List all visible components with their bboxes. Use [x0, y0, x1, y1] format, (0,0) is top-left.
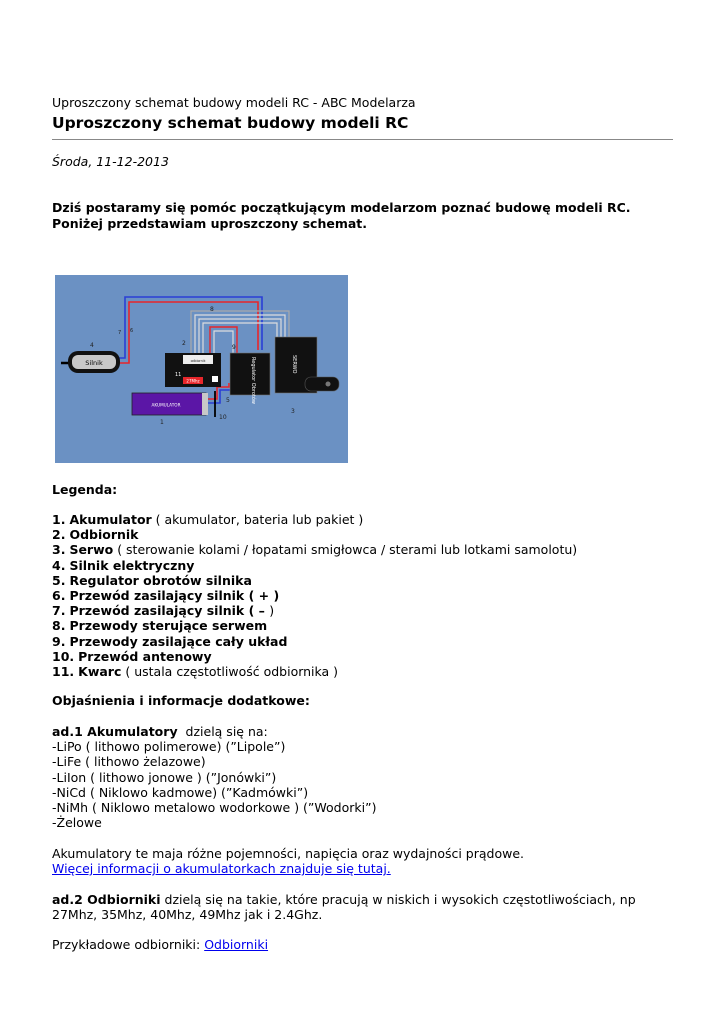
rc-model-diagram: [55, 275, 348, 463]
servo-horn: [305, 377, 339, 391]
diagram-number-5: 5: [226, 397, 230, 404]
legend-item-number: 8.: [52, 618, 66, 634]
receivers-link[interactable]: Odbiorniki: [204, 937, 269, 952]
legend-item-bold: Silnik elektryczny: [69, 557, 195, 573]
legend-item: [52, 573, 577, 588]
diagram-number-4: 4: [90, 342, 94, 349]
legend-item: [52, 542, 577, 557]
legend-item-number: 2.: [52, 527, 66, 543]
legend-item-bold: Przewody zasilające cały układ: [69, 633, 288, 649]
ad1-bold: ad.1 Akumulatory: [52, 724, 178, 739]
servo-label: SERWO: [291, 355, 297, 374]
legend-heading-text: Legenda:: [52, 482, 118, 497]
ad1-rest: dzielą się na:: [177, 724, 268, 739]
extra-heading: [52, 693, 310, 708]
ad1-line: [52, 724, 376, 739]
battery-type-item: -LiIon ( lithowo jonowe ) (”Jonówki”): [52, 769, 277, 785]
intro-line-2: Poniżej przedstawiam uproszczony schemat.: [52, 216, 368, 231]
legend-item-number: 10.: [52, 648, 75, 664]
legend-item-bold: Przewody sterujące serwem: [69, 618, 268, 634]
diagram-number-3: 3: [291, 408, 295, 415]
motor-label: Silnik: [85, 359, 103, 367]
intro-paragraph: [52, 200, 631, 232]
page-title: Uproszczony schemat budowy modeli RC: [52, 114, 409, 132]
legend-item: [52, 588, 577, 603]
battery-type-item: -LiPo ( lithowo polimerowe) (”Lipole”): [52, 739, 286, 755]
legend-item-desc: ): [269, 603, 275, 619]
legend-item: [52, 664, 577, 679]
legend-item: [52, 558, 577, 573]
antenna-socket: [212, 376, 218, 382]
legend-item-bold: Przewód zasilający silnik ( –: [69, 603, 270, 619]
battery-end-cap: [202, 393, 208, 415]
diagram-number-10: 10: [219, 414, 227, 421]
battery-type-item: -Żelowe: [52, 815, 102, 831]
examples-line: [52, 937, 268, 952]
legend-heading: [52, 482, 117, 497]
battery-label: AKUMULATOR: [151, 402, 181, 408]
examples-label: Przykładowe odbiorniki:: [52, 937, 205, 952]
diagram-number-9: 9: [232, 344, 236, 351]
legend-item-number: 7.: [52, 603, 66, 619]
legend-item-number: 11.: [52, 664, 75, 680]
ad2-bold: ad.2 Odbiorniki: [52, 892, 161, 907]
legend-item-number: 1.: [52, 512, 66, 527]
legend-item: [52, 512, 577, 527]
battery-type-item: -NiCd ( Niklowo kadmowe) (”Kadmówki”): [52, 784, 309, 800]
legend-item: [52, 618, 577, 633]
battery-note-section: [52, 846, 524, 876]
legend-item-number: 4.: [52, 557, 66, 573]
site-header-line: Uproszczony schemat budowy modeli RC - ABC Modelarza: [52, 95, 416, 110]
intro-line-1: Dziś postaramy się pomóc początkującym modelarzom poznać budowę modeli RC.: [52, 200, 631, 215]
title-divider: [52, 139, 673, 140]
legend-item-bold: Przewód antenowy: [78, 648, 212, 664]
diagram-number-7: 7: [118, 330, 122, 336]
legend-item-desc: ( sterowanie kolami / łopatami smigłowca / sterami lub lotkami samolotu): [113, 542, 578, 558]
legend-item-bold: Akumulator: [69, 512, 152, 527]
legend-item-number: 6.: [52, 588, 66, 604]
diagram-number-6: 6: [130, 328, 134, 334]
examples-section: [52, 937, 268, 952]
diagram-number-1: 1: [160, 419, 164, 426]
legend-item: [52, 649, 577, 664]
ad2-line-2: 27Mhz, 35Mhz, 40Mhz, 49Mhz jak i 2.4Ghz.: [52, 907, 323, 923]
ad1-section: [52, 724, 376, 830]
servo-horn-hole: [326, 382, 331, 387]
crystal-label: 27Mhz: [186, 378, 200, 384]
legend-item-bold: Przewód zasilający silnik ( + ): [69, 588, 280, 604]
legend-item: [52, 603, 577, 618]
diagram-number-2: 2: [182, 340, 186, 347]
legend-item: [52, 634, 577, 649]
legend-item-bold: Kwarc: [78, 664, 122, 680]
battery-type-item: -NiMh ( Niklowo metalowo wodorkowe ) (”Wodorki”): [52, 800, 377, 816]
regulator-label: Regulator Obrotów: [250, 357, 256, 405]
extra-heading-text: Objaśnienia i informacje dodatkowe:: [52, 693, 310, 708]
diagram-number-8: 8: [210, 306, 214, 313]
legend-item-bold: Odbiornik: [69, 527, 139, 543]
battery-types-list: [52, 739, 376, 830]
diagram-number-11: 11: [175, 372, 182, 378]
ad2-section: [52, 892, 636, 922]
legend-item-number: 9.: [52, 633, 66, 649]
publish-date: Środa, 11-12-2013: [52, 154, 169, 169]
battery-type-item: -LiFe ( lithowo żelazowe): [52, 754, 206, 770]
legend-item: [52, 527, 577, 542]
legend-item-desc: ( ustala częstotliwość odbiornika ): [121, 664, 339, 680]
legend-item-bold: Serwo: [69, 542, 114, 558]
legend-item-number: 5.: [52, 572, 66, 588]
receiver-strip-label: odbiornik: [190, 359, 206, 363]
ad2-line: [52, 892, 636, 907]
legend-item-bold: Regulator obrotów silnika: [69, 572, 252, 588]
battery-note: Akumulatory te maja różne pojemności, napięcia oraz wydajności prądowe.: [52, 846, 525, 861]
legend-item-desc: ( akumulator, bateria lub pakiet ): [151, 512, 364, 527]
legend-list: [52, 512, 577, 679]
regulator-body: [230, 353, 270, 395]
ad2-rest: dzielą się na takie, które pracują w niskich i wysokich częstotliwościach, np: [160, 892, 636, 907]
battery-info-link[interactable]: Więcej informacji o akumulatorkach znajduje się tutaj.: [52, 861, 391, 877]
legend-item-number: 3.: [52, 542, 66, 558]
